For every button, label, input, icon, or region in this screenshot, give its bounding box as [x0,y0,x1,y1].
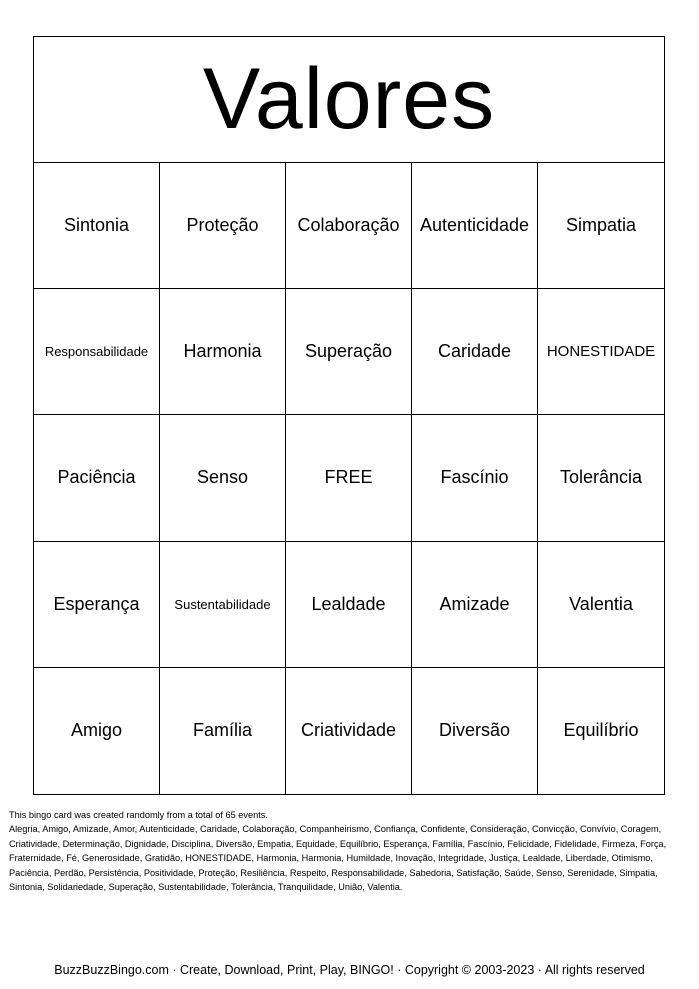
bingo-cell: Simpatia [538,163,664,289]
footer-copyright: BuzzBuzzBingo.com · Create, Download, Print, Play, BINGO! · Copyright © 2003-2023 · All rights reserved [54,963,645,977]
bingo-cell: Família [160,668,286,794]
card-title: Valores [34,37,664,163]
bingo-cell: Esperança [34,542,160,668]
bingo-cell: Caridade [412,289,538,415]
bingo-cell: Superação [286,289,412,415]
bingo-cell: Senso [160,415,286,541]
bingo-cell: Criatividade [286,668,412,794]
bingo-cell: Diversão [412,668,538,794]
bingo-cell: Proteção [160,163,286,289]
bingo-cell: Fascínio [412,415,538,541]
bingo-cell: Amizade [412,542,538,668]
bingo-cell: Paciência [34,415,160,541]
bingo-card [33,36,665,795]
bingo-cell: Sustentabilidade [160,542,286,668]
bingo-cell: Colaboração [286,163,412,289]
events-list: Alegria, Amigo, Amizade, Amor, Autenticidade, Caridade, Colaboração, Companheirismo, Confiança, Confidente, Consideração, Convicção, Convívio, Coragem, Criatividade, Determinação, Dignidade, Disciplina, Diversão, Empatia, Equidade, Equilíbrio, Esperança, Família, Fascínio, Felicidade, Fidelidade, Firmeza, Força, Fraternidade, Fé, Generosidade, Gratidão, HONESTIDADE, Harmonia, Harmonia, Humildade, Inovação, Integridade, Justiça, Lealdade, Liberdade, Otimismo, Paciência, Perdão, Persistência, Positividade, Proteção, Resiliência, Respeito, Responsabilidade, Sabedoria, Satisfação, Saúde, Senso, Serenidade, Simpatia, Sintonia, Solidariedade, Superação, Sustentabilidade, Tolerância, Tranquilidade, União, Valentia. [9,824,667,893]
bingo-cell: Equilíbrio [563,720,639,741]
card-info [9,808,691,894]
bingo-cell: Valentia [538,542,664,668]
bingo-cell: Sintonia [34,163,160,289]
bingo-cell: Lealdade [286,542,412,668]
info-intro: This bingo card was created randomly from a total of 65 events. [9,810,268,820]
bingo-cell: HONESTIDADE [538,289,664,415]
bingo-cell: Autenticidade [412,163,538,289]
free-space-cell: FREE [286,415,412,541]
bingo-cell: Amigo [34,668,160,794]
bingo-cell: Responsabilidade [34,289,160,415]
bingo-cell: Tolerância [538,415,664,541]
bingo-cell: Harmonia [160,289,286,415]
bingo-grid [34,163,664,794]
